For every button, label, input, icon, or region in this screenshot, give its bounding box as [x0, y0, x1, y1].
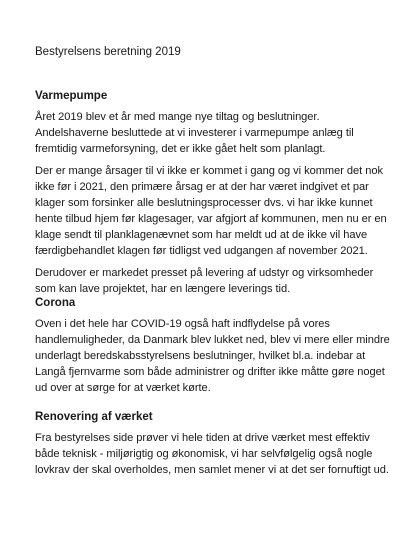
text-line: som kan lave projektet, har en længere leverings tid. — [35, 283, 291, 295]
text-line: Derudover er markedet presset på levering af udstyr og virksomheder — [35, 267, 374, 279]
paragraph — [35, 430, 389, 478]
text-line: klager som forsinker alle beslutningsprocesser dvs. vi har ikke kunnet — [35, 197, 373, 209]
document-title: Bestyrelsens beretning 2019 — [35, 46, 181, 58]
text-line: Året 2019 blev et år med mange nye tiltag og beslutninger. — [35, 111, 320, 123]
text-line: lovkrav der skal overholdes, men samlet mener vi at det ser fornuftigt ud. — [35, 464, 389, 476]
paragraph — [35, 316, 390, 396]
text-line: både teknisk - miljørigtig og økonomisk, vi har selvfølgelig også nogle — [35, 448, 373, 460]
text-line: hente tilbud hjem før klagesager, var afgjort af kommunen, men nu er en — [35, 213, 387, 225]
section-heading: Renovering af værket — [35, 411, 153, 423]
text-line: Fra bestyrelses side prøver vi hele tiden at drive værket mest effektiv — [35, 432, 370, 444]
section-heading: Varmepumpe — [35, 90, 108, 102]
text-line: Langå fjernvarme som både administrer og drifter ikke måtte gøre noget — [35, 366, 385, 378]
section-heading: Corona — [35, 297, 76, 309]
paragraph — [35, 109, 380, 157]
section-renovering — [35, 410, 389, 484]
paragraph — [35, 265, 380, 297]
text-line: Andelshaverne besluttede at vi investerer i varmepumpe anlæg til — [35, 127, 354, 139]
text-line: underlagt beredskabsstyrelsens beslutninger, hvilket bl.a. indebar at — [35, 350, 366, 362]
text-line: ikke før i 2021, den primære årsag er at der har været indgivet et par — [35, 181, 369, 193]
text-line: klage sendt til planklagenævnet som har meldt ud at de ikke vil have — [35, 229, 368, 241]
text-line: fremtidig varmeforsyning, det er ikke gået helt som planlagt. — [35, 143, 326, 155]
text-line: Oven i det hele har COVID-19 også haft indflydelse på vores — [35, 318, 330, 330]
text-line: handlemuligheder, da Danmark blev lukket ned, blev vi mere eller mindre — [35, 334, 390, 346]
text-line: ud over at sørge for at værket kørte. — [35, 382, 211, 394]
text-line: Der er mange årsager til vi ikke er kommet i gang og vi kommer det nok — [35, 165, 383, 177]
section-corona — [35, 296, 390, 402]
text-line: færdigbehandlet klagen før tidligst ved udgangen af november 2021. — [35, 245, 368, 257]
paragraph — [35, 163, 387, 259]
section-varmepumpe — [35, 89, 387, 303]
